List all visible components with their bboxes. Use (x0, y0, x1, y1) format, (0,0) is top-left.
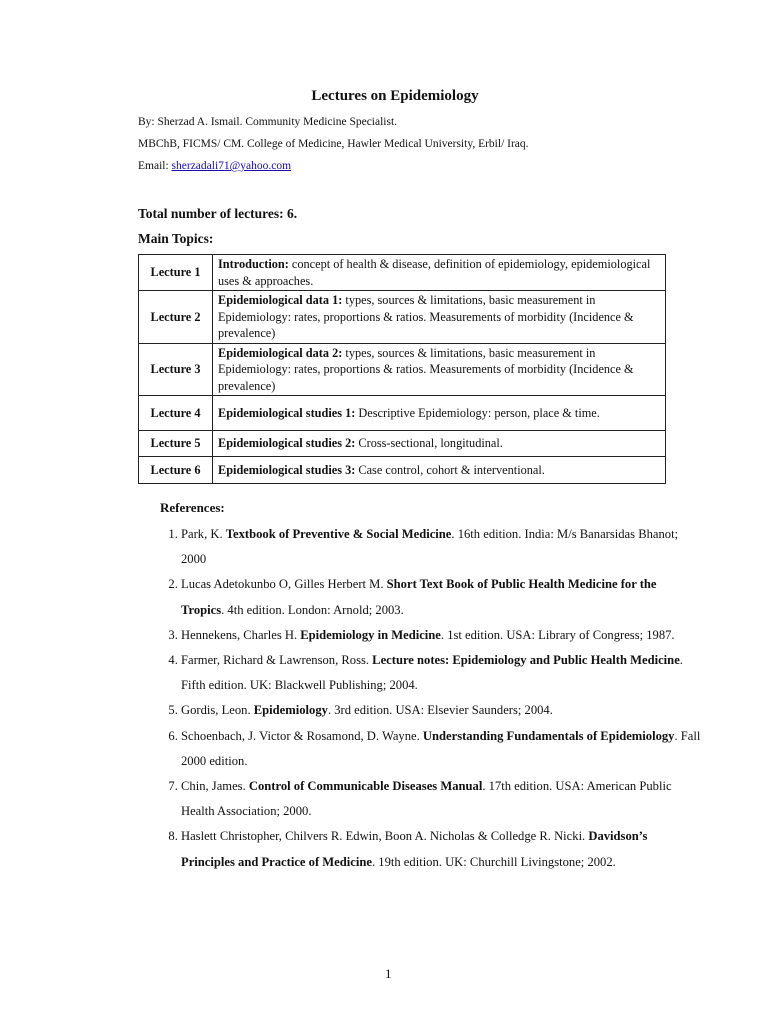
reference-authors: Hennekens, Charles H. (181, 627, 301, 642)
reference-title: Davidson’s Principles and Practice of Medicine (181, 829, 648, 869)
lecture-details: concept of health & disease, definition of epidemiology, epidemiological uses & approaches. (218, 257, 651, 288)
author-line: By: Sherzad A. Ismail. Community Medicine Specialist. (138, 116, 398, 128)
lecture-description (213, 396, 666, 431)
reference-publication: . Fifth edition. UK: Blackwell Publishing; 2004. (181, 653, 683, 693)
lecture-description (213, 431, 666, 457)
lecture-label: Lecture 3 (139, 343, 213, 396)
lecture-description (213, 255, 666, 291)
lecture-description (213, 291, 666, 344)
lecture-details: types, sources & limitations, basic measurement in Epidemiology: rates, proportions & ratios. Measurements of morbidity (Incidence & prevalence) (218, 293, 634, 340)
reference-title: Epidemiology (253, 703, 328, 718)
lecture-topic: Epidemiological studies 1: (218, 405, 356, 420)
reference-authors: Schoenbach, J. Victor & Rosamond, D. Wayne. (181, 728, 423, 743)
reference-item (181, 623, 701, 648)
lecture-topic: Epidemiological studies 2: (218, 436, 356, 451)
lecture-label: Lecture 5 (139, 431, 213, 457)
reference-item (181, 724, 701, 774)
lecture-details: types, sources & limitations, basic measurement in Epidemiology: rates, proportions & ratios. Measurements of morbidity (Incidence & prevalence) (218, 345, 634, 393)
reference-authors: Gordis, Leon. (181, 703, 254, 718)
lecture-label: Lecture 6 (139, 457, 213, 484)
reference-authors: Chin, James. (181, 779, 249, 794)
reference-authors: Haslett Christopher, Chilvers R. Edwin, Boon A. Nicholas & Colledge R. Nicki. (181, 829, 589, 844)
reference-publication: . 1st edition. USA: Library of Congress; 1987. (440, 627, 675, 642)
lecture-label: Lecture 2 (139, 291, 213, 344)
reference-title: Control of Communicable Diseases Manual (248, 779, 483, 794)
document-title: Lectures on Epidemiology (311, 88, 479, 104)
reference-title: Short Text Book of Public Health Medicine for the Tropics (181, 577, 657, 617)
lecture-details: Descriptive Epidemiology: person, place & time. (355, 405, 600, 420)
email-label: Email: (138, 160, 172, 172)
reference-item (181, 648, 701, 698)
reference-item (181, 698, 701, 723)
lecture-label: Lecture 1 (139, 255, 213, 291)
table-row (139, 291, 666, 344)
reference-item (181, 522, 701, 572)
references-list (160, 522, 701, 875)
lecture-details: Cross-sectional, longitudinal. (355, 436, 503, 451)
reference-authors: Park, K. (181, 527, 226, 541)
email-link[interactable]: sherzadali71@yahoo.com (171, 160, 292, 172)
reference-publication: . Fall 2000 edition. (181, 728, 701, 768)
reference-authors: Farmer, Richard & Lawrenson, Ross. (181, 653, 373, 668)
table-row (139, 431, 666, 457)
lecture-topic: Epidemiological data 2: (218, 345, 343, 360)
table-row (139, 343, 666, 396)
reference-item (181, 774, 701, 824)
reference-title: Epidemiology in Medicine (300, 627, 441, 642)
lectures-table (138, 254, 666, 484)
reference-title: Textbook of Preventive & Social Medicine (225, 527, 452, 541)
page-number: 1 (385, 966, 392, 981)
table-row (139, 255, 666, 291)
lecture-label: Lecture 4 (139, 396, 213, 431)
reference-publication: . 17th edition. USA: American Public Health Association; 2000. (181, 779, 672, 819)
reference-publication: . 16th edition. India: M/s Banarsidas Bhanot; 2000 (181, 527, 679, 567)
reference-publication: . 19th edition. UK: Churchill Livingstone; 2002. (371, 854, 616, 869)
lecture-topic: Epidemiological data 1: (218, 293, 343, 307)
lecture-description (213, 343, 666, 396)
reference-item (181, 572, 701, 622)
email-line (138, 160, 291, 172)
reference-title: Lecture notes: Epidemiology and Public Health Medicine (372, 653, 680, 668)
total-lectures: Total number of lectures: 6. (138, 206, 298, 221)
reference-publication: . 3rd edition. USA: Elsevier Saunders; 2004. (327, 703, 553, 718)
lecture-topic: Epidemiological studies 3: (218, 462, 356, 477)
reference-item (181, 824, 701, 874)
lecture-description (213, 457, 666, 484)
table-row (139, 457, 666, 484)
reference-title: Understanding Fundamentals of Epidemiology (422, 728, 675, 743)
reference-authors: Lucas Adetokunbo O, Gilles Herbert M. (181, 577, 387, 592)
lecture-details: Case control, cohort & interventional. (355, 462, 545, 477)
credentials-line: MBChB, FICMS/ CM. College of Medicine, Hawler Medical University, Erbil/ Iraq. (138, 138, 529, 150)
reference-publication: . 4th edition. London: Arnold; 2003. (221, 602, 404, 617)
table-row (139, 396, 666, 431)
references-heading: References: (160, 500, 225, 515)
lecture-topic: Introduction: (218, 257, 289, 271)
main-topics-heading: Main Topics: (138, 231, 214, 246)
